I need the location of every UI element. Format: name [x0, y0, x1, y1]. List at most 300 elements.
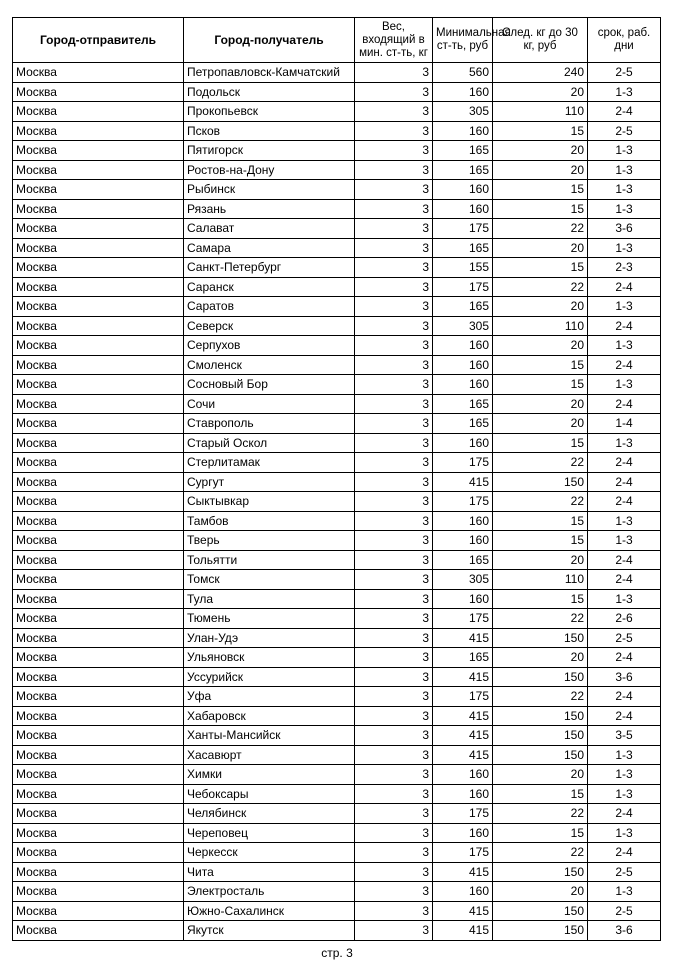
cell-weight: 3	[355, 355, 433, 375]
table-row	[13, 550, 661, 570]
cell-recipient-city: Южно-Сахалинск	[184, 901, 355, 921]
cell-min-cost: 160	[433, 433, 493, 453]
header-from: Город-отправитель	[13, 18, 184, 63]
cell-sender-city: Москва	[13, 258, 184, 278]
cell-min-cost: 175	[433, 219, 493, 239]
cell-min-cost: 160	[433, 82, 493, 102]
cell-next-kg: 22	[493, 219, 588, 239]
cell-next-kg: 20	[493, 336, 588, 356]
cell-min-cost: 165	[433, 238, 493, 258]
cell-min-cost: 305	[433, 316, 493, 336]
cell-weight: 3	[355, 63, 433, 83]
cell-weight: 3	[355, 316, 433, 336]
cell-min-cost: 175	[433, 843, 493, 863]
cell-sender-city: Москва	[13, 63, 184, 83]
cell-term: 2-4	[588, 102, 661, 122]
cell-next-kg: 22	[493, 687, 588, 707]
cell-recipient-city: Саранск	[184, 277, 355, 297]
cell-min-cost: 165	[433, 297, 493, 317]
cell-weight: 3	[355, 160, 433, 180]
cell-weight: 3	[355, 706, 433, 726]
cell-term: 1-3	[588, 238, 661, 258]
header-next-kg: След. кг до 30 кг, руб	[493, 18, 588, 63]
cell-recipient-city: Химки	[184, 765, 355, 785]
cell-next-kg: 20	[493, 882, 588, 902]
cell-recipient-city: Тольятти	[184, 550, 355, 570]
cell-weight: 3	[355, 472, 433, 492]
cell-weight: 3	[355, 804, 433, 824]
cell-weight: 3	[355, 492, 433, 512]
cell-recipient-city: Чебоксары	[184, 784, 355, 804]
cell-next-kg: 150	[493, 706, 588, 726]
cell-sender-city: Москва	[13, 375, 184, 395]
cell-term: 2-4	[588, 550, 661, 570]
cell-recipient-city: Хасавюрт	[184, 745, 355, 765]
table-row	[13, 160, 661, 180]
cell-recipient-city: Рыбинск	[184, 180, 355, 200]
cell-recipient-city: Якутск	[184, 921, 355, 941]
cell-sender-city: Москва	[13, 804, 184, 824]
cell-recipient-city: Уфа	[184, 687, 355, 707]
cell-recipient-city: Пятигорск	[184, 141, 355, 161]
cell-term: 2-4	[588, 472, 661, 492]
table-row	[13, 82, 661, 102]
cell-term: 2-4	[588, 843, 661, 863]
cell-next-kg: 15	[493, 375, 588, 395]
cell-weight: 3	[355, 511, 433, 531]
cell-sender-city: Москва	[13, 121, 184, 141]
cell-min-cost: 175	[433, 277, 493, 297]
cell-next-kg: 15	[493, 199, 588, 219]
cell-next-kg: 22	[493, 843, 588, 863]
table-row	[13, 199, 661, 219]
cell-min-cost: 415	[433, 921, 493, 941]
table-row	[13, 238, 661, 258]
cell-recipient-city: Самара	[184, 238, 355, 258]
cell-min-cost: 160	[433, 121, 493, 141]
cell-term: 2-3	[588, 258, 661, 278]
cell-min-cost: 165	[433, 141, 493, 161]
cell-sender-city: Москва	[13, 433, 184, 453]
cell-next-kg: 15	[493, 355, 588, 375]
cell-next-kg: 150	[493, 901, 588, 921]
cell-min-cost: 160	[433, 199, 493, 219]
cell-sender-city: Москва	[13, 687, 184, 707]
cell-min-cost: 415	[433, 706, 493, 726]
header-min-cost: Минимальная ст-ть, руб	[433, 18, 493, 63]
header-row	[13, 18, 661, 63]
cell-term: 1-3	[588, 882, 661, 902]
cell-term: 2-4	[588, 492, 661, 512]
table-row	[13, 589, 661, 609]
cell-sender-city: Москва	[13, 394, 184, 414]
cell-term: 3-6	[588, 219, 661, 239]
cell-weight: 3	[355, 277, 433, 297]
cell-min-cost: 415	[433, 472, 493, 492]
cell-recipient-city: Саратов	[184, 297, 355, 317]
table-row	[13, 804, 661, 824]
cell-weight: 3	[355, 336, 433, 356]
cell-term: 1-3	[588, 180, 661, 200]
cell-sender-city: Москва	[13, 511, 184, 531]
cell-sender-city: Москва	[13, 102, 184, 122]
cell-sender-city: Москва	[13, 336, 184, 356]
cell-weight: 3	[355, 765, 433, 785]
cell-next-kg: 22	[493, 804, 588, 824]
table-row	[13, 823, 661, 843]
cell-next-kg: 20	[493, 648, 588, 668]
cell-weight: 3	[355, 394, 433, 414]
cell-weight: 3	[355, 609, 433, 629]
table-row	[13, 102, 661, 122]
cell-min-cost: 415	[433, 745, 493, 765]
cell-sender-city: Москва	[13, 550, 184, 570]
cell-term: 3-6	[588, 921, 661, 941]
header-weight: Вес, входящий в мин. ст-ть, кг	[355, 18, 433, 63]
cell-recipient-city: Тула	[184, 589, 355, 609]
cell-recipient-city: Санкт-Петербург	[184, 258, 355, 278]
cell-term: 1-3	[588, 433, 661, 453]
cell-recipient-city: Ставрополь	[184, 414, 355, 434]
cell-weight: 3	[355, 862, 433, 882]
cell-weight: 3	[355, 843, 433, 863]
cell-weight: 3	[355, 648, 433, 668]
table-row	[13, 394, 661, 414]
cell-recipient-city: Тамбов	[184, 511, 355, 531]
cell-next-kg: 20	[493, 550, 588, 570]
table-row	[13, 531, 661, 551]
cell-next-kg: 20	[493, 765, 588, 785]
cell-min-cost: 305	[433, 102, 493, 122]
cell-term: 3-6	[588, 667, 661, 687]
cell-sender-city: Москва	[13, 589, 184, 609]
cell-recipient-city: Ульяновск	[184, 648, 355, 668]
cell-recipient-city: Прокопьевск	[184, 102, 355, 122]
cell-term: 2-5	[588, 63, 661, 83]
cell-weight: 3	[355, 687, 433, 707]
cell-sender-city: Москва	[13, 472, 184, 492]
cell-min-cost: 165	[433, 160, 493, 180]
cell-recipient-city: Стерлитамак	[184, 453, 355, 473]
table-row	[13, 570, 661, 590]
cell-min-cost: 165	[433, 394, 493, 414]
cell-sender-city: Москва	[13, 765, 184, 785]
cell-term: 2-4	[588, 804, 661, 824]
cell-min-cost: 415	[433, 667, 493, 687]
table-row	[13, 706, 661, 726]
cell-weight: 3	[355, 121, 433, 141]
cell-next-kg: 15	[493, 531, 588, 551]
cell-term: 1-3	[588, 82, 661, 102]
cell-recipient-city: Электросталь	[184, 882, 355, 902]
cell-next-kg: 20	[493, 297, 588, 317]
cell-next-kg: 15	[493, 511, 588, 531]
cell-sender-city: Москва	[13, 414, 184, 434]
cell-term: 1-3	[588, 745, 661, 765]
table-body	[13, 63, 661, 941]
cell-sender-city: Москва	[13, 570, 184, 590]
cell-term: 1-3	[588, 297, 661, 317]
cell-term: 2-4	[588, 316, 661, 336]
cell-weight: 3	[355, 141, 433, 161]
header-term: срок, раб. дни	[588, 18, 661, 63]
cell-min-cost: 160	[433, 375, 493, 395]
page-number: стр. 3	[321, 946, 353, 960]
cell-sender-city: Москва	[13, 219, 184, 239]
cell-term: 1-3	[588, 375, 661, 395]
cell-recipient-city: Тюмень	[184, 609, 355, 629]
table-row	[13, 258, 661, 278]
cell-sender-city: Москва	[13, 355, 184, 375]
table-row	[13, 862, 661, 882]
cell-recipient-city: Рязань	[184, 199, 355, 219]
table-row	[13, 121, 661, 141]
cell-recipient-city: Ростов-на-Дону	[184, 160, 355, 180]
cell-weight: 3	[355, 102, 433, 122]
cell-term: 2-5	[588, 121, 661, 141]
cell-next-kg: 15	[493, 433, 588, 453]
table-row	[13, 355, 661, 375]
cell-sender-city: Москва	[13, 745, 184, 765]
table-row	[13, 667, 661, 687]
cell-next-kg: 20	[493, 238, 588, 258]
cell-sender-city: Москва	[13, 180, 184, 200]
cell-term: 2-4	[588, 453, 661, 473]
cell-recipient-city: Ханты-Мансийск	[184, 726, 355, 746]
table-row	[13, 433, 661, 453]
cell-min-cost: 160	[433, 765, 493, 785]
cell-min-cost: 160	[433, 784, 493, 804]
cell-next-kg: 150	[493, 472, 588, 492]
cell-recipient-city: Томск	[184, 570, 355, 590]
table-row	[13, 921, 661, 941]
cell-next-kg: 20	[493, 141, 588, 161]
cell-sender-city: Москва	[13, 843, 184, 863]
cell-min-cost: 160	[433, 531, 493, 551]
cell-min-cost: 415	[433, 901, 493, 921]
table-row	[13, 765, 661, 785]
cell-next-kg: 20	[493, 82, 588, 102]
cell-min-cost: 160	[433, 589, 493, 609]
cell-min-cost: 415	[433, 862, 493, 882]
cell-recipient-city: Уссурийск	[184, 667, 355, 687]
cell-sender-city: Москва	[13, 648, 184, 668]
cell-sender-city: Москва	[13, 238, 184, 258]
table-row	[13, 882, 661, 902]
cell-sender-city: Москва	[13, 316, 184, 336]
cell-min-cost: 165	[433, 414, 493, 434]
cell-min-cost: 175	[433, 453, 493, 473]
table-row	[13, 511, 661, 531]
cell-weight: 3	[355, 550, 433, 570]
cell-recipient-city: Старый Оскол	[184, 433, 355, 453]
cell-weight: 3	[355, 180, 433, 200]
table-row	[13, 609, 661, 629]
cell-weight: 3	[355, 628, 433, 648]
cell-next-kg: 20	[493, 394, 588, 414]
cell-sender-city: Москва	[13, 82, 184, 102]
table-row	[13, 472, 661, 492]
cell-min-cost: 175	[433, 687, 493, 707]
cell-sender-city: Москва	[13, 706, 184, 726]
cell-min-cost: 165	[433, 550, 493, 570]
table-row	[13, 375, 661, 395]
table-row	[13, 336, 661, 356]
cell-next-kg: 15	[493, 121, 588, 141]
cell-weight: 3	[355, 219, 433, 239]
cell-min-cost: 305	[433, 570, 493, 590]
cell-term: 2-4	[588, 355, 661, 375]
cell-term: 2-4	[588, 648, 661, 668]
cell-term: 1-3	[588, 784, 661, 804]
cell-recipient-city: Челябинск	[184, 804, 355, 824]
cell-recipient-city: Петропавловск-Камчатский	[184, 63, 355, 83]
cell-term: 1-3	[588, 160, 661, 180]
cell-weight: 3	[355, 784, 433, 804]
cell-term: 1-3	[588, 765, 661, 785]
cell-next-kg: 15	[493, 823, 588, 843]
table-header	[13, 18, 661, 63]
cell-min-cost: 175	[433, 609, 493, 629]
cell-sender-city: Москва	[13, 726, 184, 746]
cell-next-kg: 15	[493, 784, 588, 804]
cell-next-kg: 20	[493, 160, 588, 180]
cell-term: 2-4	[588, 394, 661, 414]
cell-weight: 3	[355, 297, 433, 317]
cell-sender-city: Москва	[13, 862, 184, 882]
table-row	[13, 316, 661, 336]
table-row	[13, 219, 661, 239]
cell-sender-city: Москва	[13, 609, 184, 629]
cell-term: 2-6	[588, 609, 661, 629]
cell-next-kg: 150	[493, 745, 588, 765]
cell-weight: 3	[355, 375, 433, 395]
cell-term: 1-3	[588, 823, 661, 843]
rates-table	[12, 17, 661, 941]
table-row	[13, 63, 661, 83]
cell-term: 1-3	[588, 336, 661, 356]
cell-recipient-city: Тверь	[184, 531, 355, 551]
cell-next-kg: 22	[493, 492, 588, 512]
cell-next-kg: 20	[493, 414, 588, 434]
cell-weight: 3	[355, 589, 433, 609]
cell-next-kg: 150	[493, 628, 588, 648]
cell-recipient-city: Улан-Удэ	[184, 628, 355, 648]
cell-term: 3-5	[588, 726, 661, 746]
cell-next-kg: 110	[493, 102, 588, 122]
cell-min-cost: 155	[433, 258, 493, 278]
cell-min-cost: 175	[433, 492, 493, 512]
cell-term: 1-3	[588, 589, 661, 609]
cell-weight: 3	[355, 882, 433, 902]
cell-next-kg: 110	[493, 316, 588, 336]
cell-term: 2-4	[588, 687, 661, 707]
cell-recipient-city: Чита	[184, 862, 355, 882]
cell-sender-city: Москва	[13, 784, 184, 804]
cell-sender-city: Москва	[13, 628, 184, 648]
cell-weight: 3	[355, 726, 433, 746]
table-row	[13, 180, 661, 200]
cell-weight: 3	[355, 82, 433, 102]
table-row	[13, 687, 661, 707]
cell-next-kg: 150	[493, 862, 588, 882]
cell-term: 2-4	[588, 570, 661, 590]
cell-sender-city: Москва	[13, 882, 184, 902]
cell-sender-city: Москва	[13, 921, 184, 941]
cell-term: 2-5	[588, 901, 661, 921]
table-row	[13, 277, 661, 297]
cell-sender-city: Москва	[13, 453, 184, 473]
table-row	[13, 492, 661, 512]
cell-sender-city: Москва	[13, 492, 184, 512]
cell-min-cost: 175	[433, 804, 493, 824]
cell-sender-city: Москва	[13, 823, 184, 843]
cell-min-cost: 160	[433, 823, 493, 843]
cell-next-kg: 15	[493, 589, 588, 609]
cell-weight: 3	[355, 667, 433, 687]
cell-term: 2-4	[588, 706, 661, 726]
cell-sender-city: Москва	[13, 277, 184, 297]
cell-weight: 3	[355, 921, 433, 941]
cell-recipient-city: Сургут	[184, 472, 355, 492]
cell-next-kg: 110	[493, 570, 588, 590]
cell-min-cost: 160	[433, 355, 493, 375]
cell-term: 1-3	[588, 199, 661, 219]
cell-term: 2-5	[588, 628, 661, 648]
table-row	[13, 726, 661, 746]
cell-recipient-city: Серпухов	[184, 336, 355, 356]
cell-term: 1-3	[588, 141, 661, 161]
cell-min-cost: 160	[433, 336, 493, 356]
table-row	[13, 414, 661, 434]
cell-min-cost: 160	[433, 511, 493, 531]
cell-term: 1-3	[588, 511, 661, 531]
cell-sender-city: Москва	[13, 297, 184, 317]
cell-recipient-city: Смоленск	[184, 355, 355, 375]
header-to: Город-получатель	[184, 18, 355, 63]
cell-weight: 3	[355, 823, 433, 843]
cell-recipient-city: Псков	[184, 121, 355, 141]
cell-min-cost: 165	[433, 648, 493, 668]
cell-sender-city: Москва	[13, 531, 184, 551]
cell-term: 2-5	[588, 862, 661, 882]
cell-next-kg: 150	[493, 726, 588, 746]
cell-recipient-city: Салават	[184, 219, 355, 239]
cell-next-kg: 240	[493, 63, 588, 83]
table-row	[13, 901, 661, 921]
cell-weight: 3	[355, 414, 433, 434]
table-row	[13, 141, 661, 161]
cell-recipient-city: Сочи	[184, 394, 355, 414]
table-row	[13, 628, 661, 648]
cell-weight: 3	[355, 199, 433, 219]
cell-term: 2-4	[588, 277, 661, 297]
cell-weight: 3	[355, 453, 433, 473]
cell-next-kg: 150	[493, 921, 588, 941]
table-row	[13, 843, 661, 863]
table-row	[13, 784, 661, 804]
cell-min-cost: 560	[433, 63, 493, 83]
cell-recipient-city: Череповец	[184, 823, 355, 843]
cell-min-cost: 415	[433, 628, 493, 648]
cell-next-kg: 22	[493, 453, 588, 473]
cell-sender-city: Москва	[13, 199, 184, 219]
cell-weight: 3	[355, 238, 433, 258]
cell-recipient-city: Черкесск	[184, 843, 355, 863]
cell-weight: 3	[355, 531, 433, 551]
cell-sender-city: Москва	[13, 160, 184, 180]
cell-min-cost: 160	[433, 180, 493, 200]
